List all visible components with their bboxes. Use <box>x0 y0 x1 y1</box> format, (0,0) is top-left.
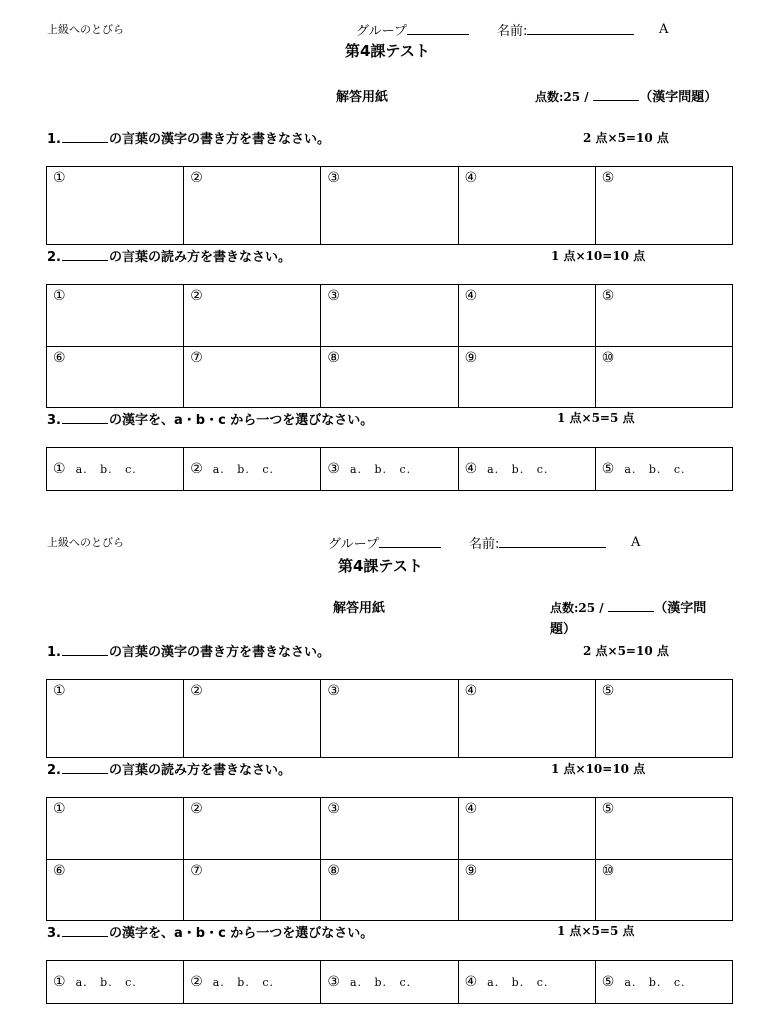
score-label: 点数:25 / <box>550 601 604 615</box>
choice-cell[interactable] <box>321 961 458 1004</box>
choice-cell[interactable] <box>47 961 184 1004</box>
answer-cell[interactable] <box>47 680 184 758</box>
choice-cell[interactable] <box>321 448 458 491</box>
question-3-points: 1 点×5=5 点 <box>557 411 635 425</box>
item-number: ⑤ <box>601 288 615 304</box>
underline-blank <box>62 131 108 143</box>
answer-cell[interactable] <box>458 167 595 245</box>
score-category: （漢字問題） <box>639 90 718 105</box>
item-number: ⑤ <box>601 461 615 477</box>
question-1-answer-grid <box>46 679 733 758</box>
item-number: ③ <box>327 974 340 990</box>
name-label: 名前: <box>497 24 528 39</box>
question-3-choice-grid <box>46 960 733 1004</box>
answer-cell[interactable] <box>47 285 184 347</box>
question-number: 2. <box>47 763 61 778</box>
question-3-heading <box>47 925 373 940</box>
item-number: ② <box>190 974 203 990</box>
item-number: ③ <box>327 683 340 699</box>
answer-cell[interactable] <box>595 680 732 758</box>
test-version: A <box>631 535 641 550</box>
question-text: の言葉の読み方を書きなさい。 <box>108 250 291 265</box>
item-number: ① <box>53 170 66 186</box>
question-text: の言葉の漢字の書き方を書きなさい。 <box>108 132 330 147</box>
question-2-answer-grid <box>46 797 733 921</box>
answer-cell[interactable] <box>184 860 321 921</box>
name-label: 名前: <box>469 537 500 552</box>
question-text: の漢字を、a・b・c から一つを選びなさい。 <box>108 413 374 428</box>
question-1-points: 2 点×5=10 点 <box>583 644 669 658</box>
item-number: ⑤ <box>601 974 615 990</box>
test-sheet-top <box>0 0 768 512</box>
answer-cell[interactable] <box>47 860 184 921</box>
answer-cell[interactable] <box>184 285 321 347</box>
choice-cell[interactable] <box>458 961 595 1004</box>
item-number: ⑤ <box>601 683 615 699</box>
item-number: ① <box>53 288 66 304</box>
answer-sheet-label: 解答用紙 <box>333 601 386 616</box>
item-number: ⑨ <box>464 350 478 366</box>
choice-cell[interactable] <box>47 448 184 491</box>
score-field <box>550 598 720 640</box>
answer-cell[interactable] <box>595 347 732 408</box>
choice-options[interactable]: a. b. c. <box>75 463 137 476</box>
choice-cell[interactable] <box>458 448 595 491</box>
choice-options[interactable]: a. b. c. <box>624 463 686 476</box>
answer-cell[interactable] <box>321 798 458 860</box>
underline-blank <box>62 412 108 424</box>
name-field <box>469 535 606 551</box>
answer-cell[interactable] <box>595 860 732 921</box>
answer-cell[interactable] <box>595 285 732 347</box>
answer-cell[interactable] <box>321 680 458 758</box>
item-number: ⑥ <box>53 350 66 366</box>
question-1-answer-grid <box>46 166 733 245</box>
item-number: ② <box>190 170 203 186</box>
item-number: ⑧ <box>327 350 340 366</box>
question-2-points: 1 点×10=10 点 <box>551 762 646 776</box>
item-number: ② <box>190 461 203 477</box>
question-number: 3. <box>47 413 61 428</box>
question-2-heading <box>47 762 291 777</box>
answer-cell[interactable] <box>184 167 321 245</box>
question-3-choice-grid <box>46 447 733 491</box>
item-number: ② <box>190 288 203 304</box>
test-sheet-bottom <box>0 513 768 1025</box>
answer-cell[interactable] <box>595 798 732 860</box>
answer-cell[interactable] <box>321 167 458 245</box>
answer-cell[interactable] <box>47 347 184 408</box>
group-field <box>328 535 441 551</box>
group-blank[interactable] <box>407 22 469 35</box>
answer-cell[interactable] <box>47 798 184 860</box>
item-number: ③ <box>327 801 340 817</box>
answer-cell[interactable] <box>595 167 732 245</box>
answer-cell[interactable] <box>321 347 458 408</box>
item-number: ④ <box>464 288 478 304</box>
question-3-heading <box>47 412 373 427</box>
item-number: ③ <box>327 170 340 186</box>
item-number: ③ <box>327 461 340 477</box>
answer-cell[interactable] <box>184 680 321 758</box>
item-number: ⑦ <box>190 350 203 366</box>
page-title: 第4課テスト <box>338 557 423 575</box>
question-text: の言葉の漢字の書き方を書きなさい。 <box>108 645 330 660</box>
answer-cell[interactable] <box>321 285 458 347</box>
score-field <box>535 87 720 108</box>
item-number: ① <box>53 683 66 699</box>
underline-blank <box>62 762 108 774</box>
item-number: ⑩ <box>601 863 615 879</box>
item-number: ⑦ <box>190 863 203 879</box>
item-number: ① <box>53 801 66 817</box>
score-label: 点数:25 / <box>535 90 589 104</box>
answer-cell[interactable] <box>321 860 458 921</box>
score-category: （漢字問題） <box>550 601 707 637</box>
score-blank[interactable] <box>608 599 654 612</box>
group-blank[interactable] <box>379 535 441 548</box>
question-number: 1. <box>47 132 61 147</box>
item-number: ⑩ <box>601 350 615 366</box>
textbook-name: 上級へのとびら <box>47 536 124 549</box>
choice-options[interactable]: a. b. c. <box>75 976 137 989</box>
item-number: ③ <box>327 288 340 304</box>
underline-blank <box>62 925 108 937</box>
choice-options[interactable]: a. b. c. <box>349 463 412 476</box>
name-blank[interactable] <box>527 22 634 35</box>
item-number: ① <box>53 974 66 990</box>
item-number: ④ <box>464 801 478 817</box>
item-number: ② <box>190 683 203 699</box>
score-blank[interactable] <box>593 88 639 101</box>
item-number: ④ <box>464 461 478 477</box>
item-number: ② <box>190 801 203 817</box>
question-text: の漢字を、a・b・c から一つを選びなさい。 <box>108 926 374 941</box>
question-2-answer-grid <box>46 284 733 408</box>
test-version: A <box>659 22 669 37</box>
item-number: ⑤ <box>601 801 615 817</box>
choice-cell[interactable] <box>595 448 732 491</box>
question-2-points: 1 点×10=10 点 <box>551 249 646 263</box>
choice-options[interactable]: a. b. c. <box>487 463 549 476</box>
answer-cell[interactable] <box>458 285 595 347</box>
page-title: 第4課テスト <box>345 42 430 60</box>
answer-cell[interactable] <box>458 860 595 921</box>
item-number: ④ <box>464 683 478 699</box>
question-1-heading <box>47 131 330 146</box>
item-number: ⑤ <box>601 170 615 186</box>
answer-sheet-label: 解答用紙 <box>336 90 389 105</box>
group-label: グループ <box>328 537 379 552</box>
underline-blank <box>62 644 108 656</box>
choice-cell[interactable] <box>595 961 732 1004</box>
group-field <box>356 22 469 38</box>
question-3-points: 1 点×5=5 点 <box>557 924 635 938</box>
item-number: ⑥ <box>53 863 66 879</box>
question-2-heading <box>47 249 291 264</box>
question-text: の言葉の読み方を書きなさい。 <box>108 763 291 778</box>
answer-cell[interactable] <box>47 167 184 245</box>
choice-options[interactable]: a. b. c. <box>487 976 549 989</box>
choice-cell[interactable] <box>184 448 321 491</box>
item-number: ④ <box>464 974 478 990</box>
choice-options[interactable]: a. b. c. <box>212 463 274 476</box>
answer-cell[interactable] <box>458 680 595 758</box>
question-number: 1. <box>47 645 61 660</box>
answer-cell[interactable] <box>184 798 321 860</box>
choice-options[interactable]: a. b. c. <box>349 976 412 989</box>
question-number: 2. <box>47 250 61 265</box>
choice-options[interactable]: a. b. c. <box>624 976 686 989</box>
answer-cell[interactable] <box>184 347 321 408</box>
textbook-name: 上級へのとびら <box>47 23 124 36</box>
item-number: ⑨ <box>464 863 478 879</box>
answer-cell[interactable] <box>458 798 595 860</box>
answer-cell[interactable] <box>458 347 595 408</box>
item-number: ④ <box>464 170 478 186</box>
underline-blank <box>62 249 108 261</box>
item-number: ① <box>53 461 66 477</box>
question-1-heading <box>47 644 330 659</box>
name-field <box>497 22 634 38</box>
choice-options[interactable]: a. b. c. <box>212 976 274 989</box>
question-number: 3. <box>47 926 61 941</box>
name-blank[interactable] <box>499 535 606 548</box>
group-label: グループ <box>356 24 407 39</box>
item-number: ⑧ <box>327 863 340 879</box>
choice-cell[interactable] <box>184 961 321 1004</box>
question-1-points: 2 点×5=10 点 <box>583 131 669 145</box>
